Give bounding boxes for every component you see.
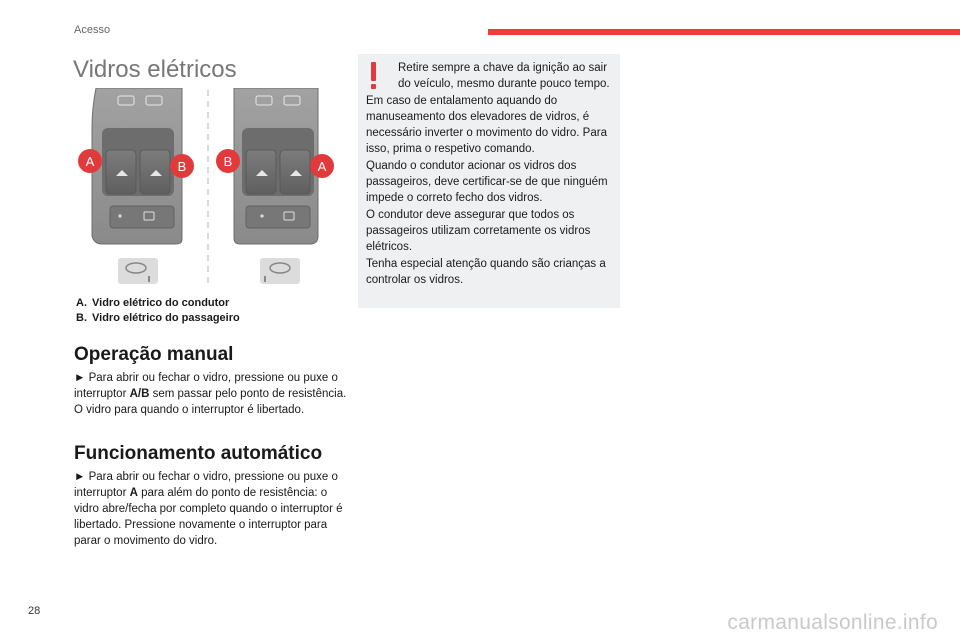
warning-line: Em caso de entalamento aquando do manuseamento dos elevadores de vidros, é necessário inverter o movimento do vidro. Para isso, prima o respetivo comando. [366,94,607,156]
page-title: Vidros elétricos [73,56,237,83]
manual-operation-text [74,370,354,418]
automatic-operation-text [74,469,354,549]
legend-text: Vidro elétrico do condutor [92,297,230,309]
passenger-view-switch-panel [234,88,318,284]
legend-item-b [76,311,346,326]
warning-line: Quando o condutor acionar os vidros dos passageiros, deve certificar-se de que ninguém impede o correto fecho dos vidros. [366,159,608,205]
watermark: carmanualsonline.info [727,611,938,634]
legend-key: A. [76,297,87,309]
text-segment: Para abrir ou fechar o vidro, pressione ou puxe o interruptor [74,471,338,499]
legend-text: Vidro elétrico do passageiro [92,312,240,324]
warning-line: O condutor deve assegurar que todos os passageiros utilizam corretamente os vidros elétricos. [366,208,591,254]
svg-text:A: A [85,154,95,169]
callout-a-right [310,154,334,178]
automatic-operation-heading: Funcionamento automático [74,443,323,464]
switch-reference: A [129,487,138,499]
warning-box [358,54,620,308]
manual-operation-heading: Operação manual [74,344,234,365]
figure-legend [76,296,346,326]
header-accent-bar [488,29,960,35]
section-label: Acesso [74,24,111,36]
callout-b-left [170,154,194,178]
window-switch-illustration [76,88,340,293]
legend-key: B. [76,312,87,324]
svg-text:A: A [317,159,327,174]
steering-wheel-icon [118,258,158,284]
warning-line: Tenha especial atenção quando são crianças a controlar os vidros. [366,257,606,286]
text-segment: Para abrir ou fechar o vidro, pressione ou puxe o interruptor [74,372,338,400]
page-number: 28 [28,605,41,617]
callout-b-right [216,149,240,173]
warning-first-line: Retire sempre a chave da ignição ao sair do veículo, mesmo durante pouco tempo. [398,62,610,91]
svg-text:B: B [223,154,233,169]
switch-reference: A/B [129,388,150,400]
warning-exclamation-icon [369,62,378,90]
bullet-arrow: ► [74,372,86,384]
driver-switch-panel [92,88,182,284]
svg-text:B: B [177,159,187,174]
legend-item-a [76,296,346,311]
callout-a-left [78,149,102,173]
bullet-arrow: ► [74,471,86,483]
text-segment: para além do ponto de resistência: o vidro abre/fecha por completo quando o interruptor é libertado. Pressione novamente o interruptor para parar o movimento do vidro. [74,487,343,547]
text-segment: sem passar pelo ponto de resistência. O vidro para quando o interruptor é libertado. [74,388,347,416]
